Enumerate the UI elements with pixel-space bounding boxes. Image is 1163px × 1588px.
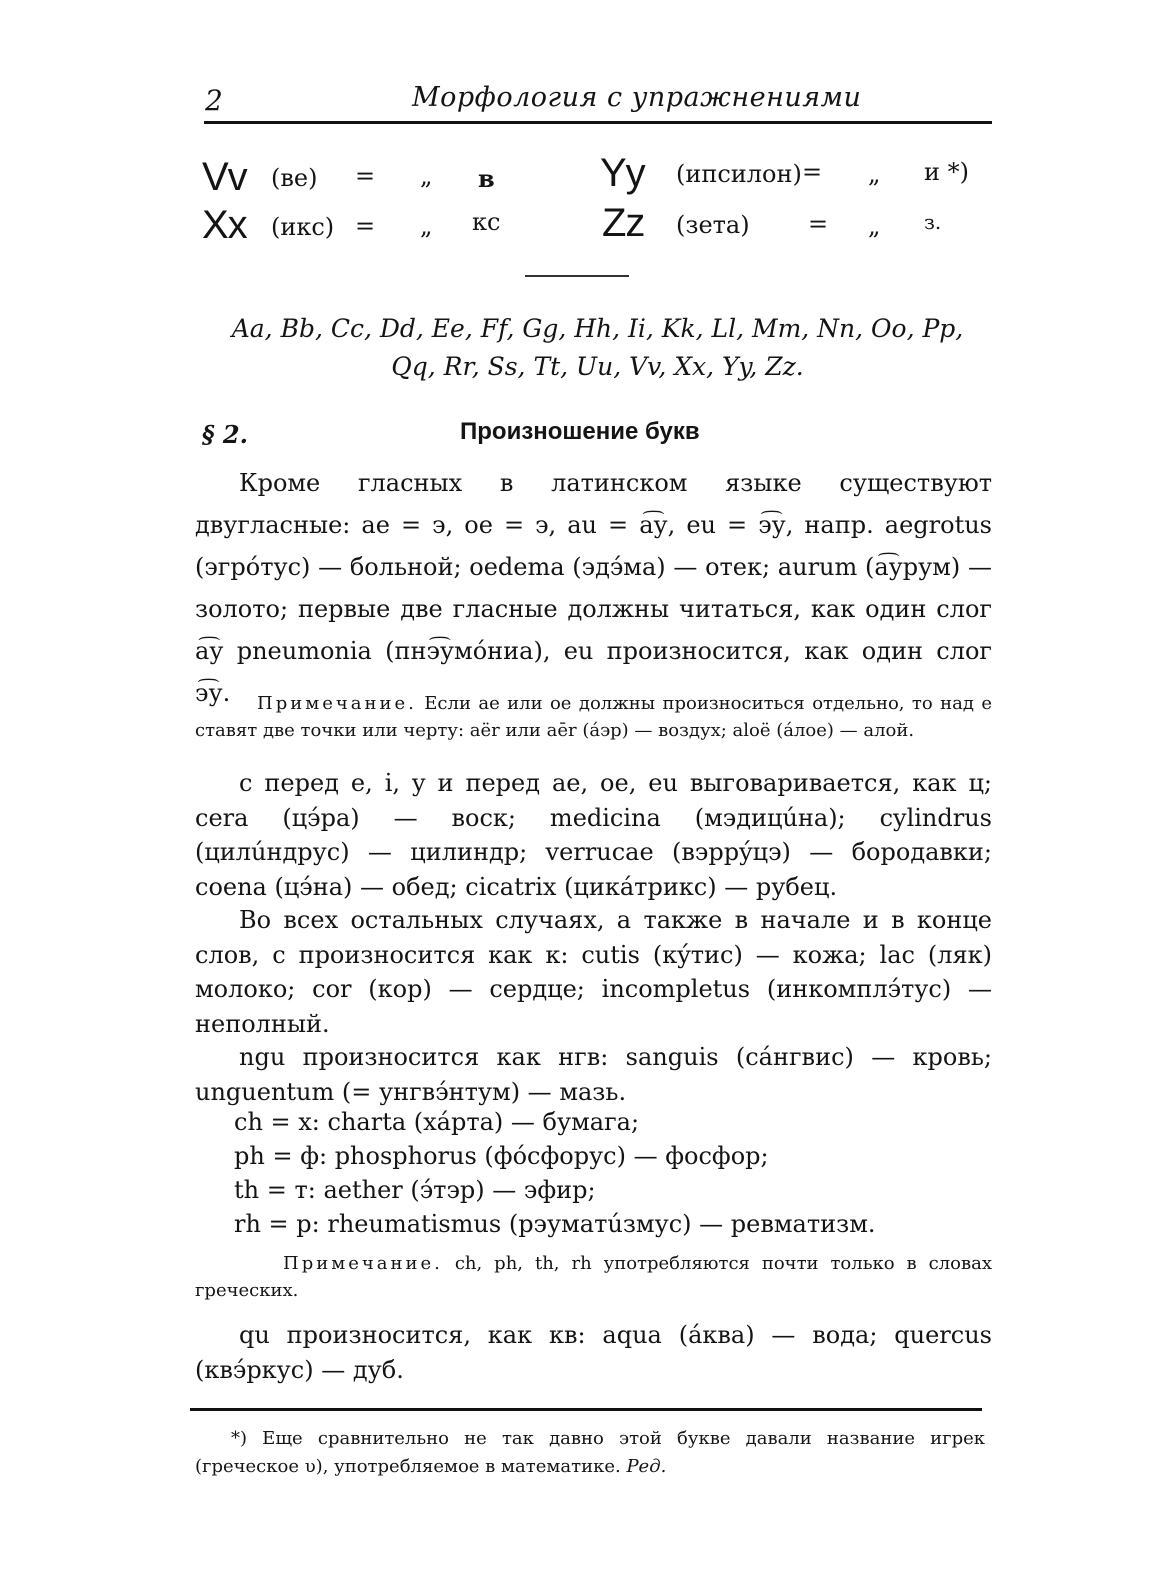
paragraph-c-soft-text: c перед e, i, y и перед ae, oe, eu выговаривается, как ц; cera (цэ́ра) — воск; medicina (мэдицúна); cylindrus (цилúндрус) — цилиндр; verrucae (вэррýцэ) — бородавки; coena (цэ́на) — обед; cicatrix (цикáтрикс) — рубец. [195, 769, 992, 901]
letter-zz-name: (зета) [676, 211, 750, 239]
footnote [195, 1425, 985, 1481]
letter-xx-eq: = [355, 212, 376, 240]
digraph-rh: rh = р: rheumatismus (рэуматúзмус) — ревматизм. [234, 1210, 876, 1238]
section-title: Произношение букв [460, 418, 700, 445]
separator-rule [525, 275, 629, 277]
note-1-label: Примечание. [257, 693, 417, 714]
letter-yy-sound: и *) [924, 158, 969, 186]
letter-vv-sound: в [478, 164, 495, 193]
footnote-rule [190, 1408, 982, 1411]
note-1 [195, 690, 992, 744]
letter-vv-ditto: „ [420, 162, 433, 190]
paragraph-c-hard-text: Во всех остальных случаях, а также в начале и в конце слов, c произносится как к: cutis (кýтис) — кожа; lac (ляк) молоко; cor (кор) — сердце; incompletus (инкомплэ́тус) — неполный. [195, 906, 992, 1038]
paragraph-qu-text: qu произносится, как кв: aqua (áква) — вода; quercus (квэ́ркус) — дуб. [195, 1321, 992, 1384]
paragraph-qu [195, 1318, 992, 1388]
note-2-text: ch, ph, th, rh употребляются почти только в словах греческих. [195, 1253, 992, 1301]
letter-xx-ditto: „ [420, 212, 433, 240]
letter-vv-eq: = [355, 162, 376, 190]
section-number: § 2. [202, 420, 248, 449]
letter-zz-ditto: „ [868, 212, 881, 240]
letter-zz-sound: з. [924, 210, 942, 234]
letter-zz-eq: = [808, 210, 829, 238]
digraph-th: th = т: aether (э́тэр) — эфир; [234, 1176, 596, 1204]
letter-vv: Vv [202, 155, 247, 199]
digraph-ph: ph = ф: phosphorus (фóсфорус) — фосфор; [234, 1142, 769, 1170]
alphabet-line-2: Qq, Rr, Ss, Tt, Uu, Vv, Xx, Yy, Zz. [391, 352, 804, 381]
letter-zz: Zz [602, 201, 645, 245]
running-title: Морфология с упражнениями [412, 82, 862, 113]
letter-yy: Yy [600, 151, 645, 195]
note-2 [195, 1250, 992, 1304]
footnote-editor: Ред. [626, 1456, 667, 1477]
footnote-text: *) Еще сравнительно не так давно этой букве давали название игрек (греческое υ), употребляемое в математике. [195, 1428, 985, 1477]
paragraph-diphthongs-text: Кроме гласных в латинском языке существуют двугласные: ae = э, oe = э, au = а͡у, eu = э͡у, напр. aegrotus (эгрóтус) — больной; oedema (эдэ́ма) — отек; aurum (а͡урум) — золото; первые две гласные должны читаться, как один слог а͡у pneumonia (пнэ͡умóниа), eu произносится, как один слог э͡у. [195, 469, 992, 707]
letter-xx: Xx [202, 203, 247, 247]
letter-yy-eq: = [802, 158, 823, 186]
paragraph-ngu-text: ngu произносится как нгв: sanguis (сáнгвис) — кровь; unguentum (= унгвэ́нтум) — мазь. [195, 1043, 992, 1106]
note-2-label: Примечание. [283, 1253, 443, 1274]
page-number: 2 [205, 84, 223, 117]
letter-yy-ditto: „ [868, 160, 881, 188]
header-rule [204, 121, 992, 124]
paragraph-c-soft [195, 766, 992, 904]
digraph-ch: ch = x: charta (хáрта) — бумага; [234, 1108, 640, 1136]
letter-yy-name: (ипсилон) [676, 160, 802, 188]
paragraph-diphthongs [195, 462, 992, 714]
paragraph-ngu [195, 1040, 992, 1109]
alphabet-line-1: Aa, Bb, Cc, Dd, Ee, Ff, Gg, Hh, Ii, Kk, Ll, Mm, Nn, Oo, Pp, [231, 314, 964, 343]
note-1-text: Если ae или oe должны произноситься отдельно, то над e ставят две точки или черту: aër или aēr (áэр) — воздух; aloë (áлое) — алой. [195, 693, 992, 741]
letter-xx-name: (икс) [271, 213, 335, 241]
paragraph-c-hard [195, 903, 992, 1041]
letter-xx-sound: кс [472, 208, 501, 236]
letter-vv-name: (ве) [271, 164, 318, 192]
